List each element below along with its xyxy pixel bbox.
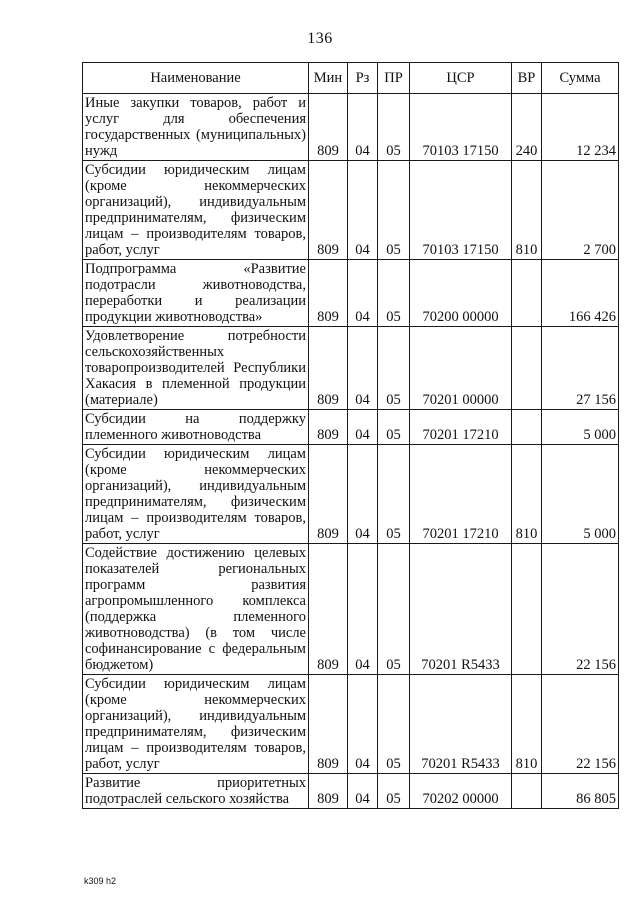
row-csr: 70201 17210 bbox=[410, 410, 512, 445]
row-sum: 22 156 bbox=[542, 544, 619, 675]
row-pr: 05 bbox=[378, 675, 410, 774]
header-pr: ПР bbox=[378, 63, 410, 94]
row-name: Субсидии юридическим лицам (кроме некоммерческих организаций), индивидуальным предпринимателям, физическим лицам – производителям товаров, работ, услуг bbox=[83, 675, 309, 774]
row-vr: 810 bbox=[512, 675, 542, 774]
table-row bbox=[83, 774, 619, 809]
footer-code: k309 h2 bbox=[84, 876, 117, 886]
row-min: 809 bbox=[309, 410, 348, 445]
row-min: 809 bbox=[309, 675, 348, 774]
row-rz: 04 bbox=[348, 544, 378, 675]
row-name: Субсидии юридическим лицам (кроме некоммерческих организаций), индивидуальным предпринимателям, физическим лицам – производителям товаров, работ, услуг bbox=[83, 161, 309, 260]
row-min: 809 bbox=[309, 445, 348, 544]
row-rz: 04 bbox=[348, 327, 378, 410]
row-rz: 04 bbox=[348, 94, 378, 161]
row-name: Субсидии юридическим лицам (кроме некоммерческих организаций), индивидуальным предпринимателям, физическим лицам – производителям товаров, работ, услуг bbox=[83, 445, 309, 544]
table-row bbox=[83, 445, 619, 544]
row-min: 809 bbox=[309, 161, 348, 260]
page-number: 136 bbox=[307, 30, 333, 47]
header-sum: Сумма bbox=[542, 63, 619, 94]
table-row bbox=[83, 675, 619, 774]
table-row bbox=[83, 327, 619, 410]
row-vr bbox=[512, 260, 542, 327]
row-csr: 70103 17150 bbox=[410, 161, 512, 260]
header-csr: ЦСР bbox=[410, 63, 512, 94]
row-csr: 70201 R5433 bbox=[410, 675, 512, 774]
row-min: 809 bbox=[309, 544, 348, 675]
table-row bbox=[83, 410, 619, 445]
row-name: Удовлетворение потребности сельскохозяйственных товаропроизводителей Республики Хакасия в племенной продукции (материале) bbox=[83, 327, 309, 410]
row-vr: 240 bbox=[512, 94, 542, 161]
table-row bbox=[83, 94, 619, 161]
row-name: Подпрограмма «Развитие подотрасли животноводства, переработки и реализации продукции животноводства» bbox=[83, 260, 309, 327]
row-pr: 05 bbox=[378, 445, 410, 544]
header-min: Мин bbox=[309, 63, 348, 94]
row-sum: 12 234 bbox=[542, 94, 619, 161]
row-vr: 810 bbox=[512, 445, 542, 544]
row-csr: 70200 00000 bbox=[410, 260, 512, 327]
row-sum: 27 156 bbox=[542, 327, 619, 410]
row-pr: 05 bbox=[378, 94, 410, 161]
table-row bbox=[83, 161, 619, 260]
row-rz: 04 bbox=[348, 774, 378, 809]
row-sum: 2 700 bbox=[542, 161, 619, 260]
row-name: Иные закупки товаров, работ и услуг для обеспечения государственных (муниципальных) нужд bbox=[83, 94, 309, 161]
row-pr: 05 bbox=[378, 260, 410, 327]
row-pr: 05 bbox=[378, 774, 410, 809]
header-name: Наименование bbox=[83, 63, 309, 94]
row-vr bbox=[512, 774, 542, 809]
row-vr bbox=[512, 544, 542, 675]
row-rz: 04 bbox=[348, 410, 378, 445]
header-vr: ВР bbox=[512, 63, 542, 94]
row-rz: 04 bbox=[348, 260, 378, 327]
row-csr: 70201 17210 bbox=[410, 445, 512, 544]
row-min: 809 bbox=[309, 94, 348, 161]
row-sum: 86 805 bbox=[542, 774, 619, 809]
row-name: Содействие достижению целевых показателей региональных программ развития агропромышленного комплекса (поддержка племенного животноводства) (в том числе софинансирование с федеральным бюджетом) bbox=[83, 544, 309, 675]
row-csr: 70202 00000 bbox=[410, 774, 512, 809]
row-vr bbox=[512, 410, 542, 445]
row-rz: 04 bbox=[348, 161, 378, 260]
row-pr: 05 bbox=[378, 544, 410, 675]
row-vr: 810 bbox=[512, 161, 542, 260]
row-min: 809 bbox=[309, 327, 348, 410]
row-csr: 70201 R5433 bbox=[410, 544, 512, 675]
row-sum: 22 156 bbox=[542, 675, 619, 774]
table-row bbox=[83, 544, 619, 675]
row-pr: 05 bbox=[378, 410, 410, 445]
row-name: Субсидии на поддержку племенного животноводства bbox=[83, 410, 309, 445]
row-sum: 5 000 bbox=[542, 445, 619, 544]
row-rz: 04 bbox=[348, 445, 378, 544]
row-sum: 166 426 bbox=[542, 260, 619, 327]
row-csr: 70201 00000 bbox=[410, 327, 512, 410]
row-pr: 05 bbox=[378, 161, 410, 260]
row-min: 809 bbox=[309, 260, 348, 327]
budget-table bbox=[82, 62, 619, 809]
row-sum: 5 000 bbox=[542, 410, 619, 445]
row-csr: 70103 17150 bbox=[410, 94, 512, 161]
header-rz: Рз bbox=[348, 63, 378, 94]
row-pr: 05 bbox=[378, 327, 410, 410]
row-rz: 04 bbox=[348, 675, 378, 774]
row-min: 809 bbox=[309, 774, 348, 809]
row-vr bbox=[512, 327, 542, 410]
table-header-row bbox=[83, 63, 619, 94]
table-row bbox=[83, 260, 619, 327]
row-name: Развитие приоритетных подотраслей сельского хозяйства bbox=[83, 774, 309, 809]
